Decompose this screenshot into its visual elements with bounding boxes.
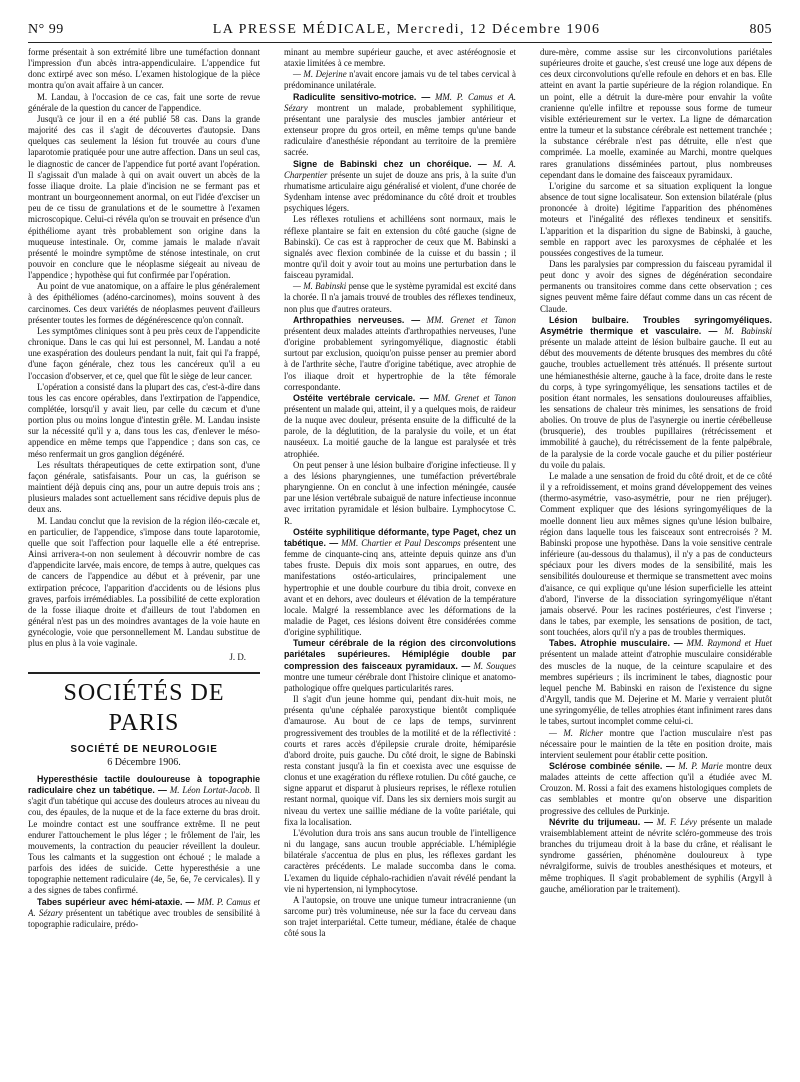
society-name: SOCIÉTÉ DE NEUROLOGIE (70, 743, 218, 755)
article-heading: Sclérose combinée sénile. — (549, 761, 675, 771)
article-authors: MM. Raymond et Huet (686, 638, 772, 649)
article-authors: M. Souques (473, 660, 516, 671)
article-authors: M. Léon Lortat-Jacob. (169, 785, 252, 796)
article-text: n'avait encore jamais vu de tel tabes cervical à prédominance unilatérale. (284, 69, 516, 91)
paragraph: A l'autopsie, on trouve une unique tumeur intracranienne (un sarcome pur) très volumineuse, née sur la face du cerveau dans son trajet interpariétal. Cette tumeur, médiane, étalée de chaque côté sous la (284, 894, 516, 939)
paragraph: L'opération a consisté dans la plupart des cas, c'est-à-dire dans tous les cas encore opérables, dans l'extirpation de l'appendice, complétée, lorsqu'il y avait lieu, par celle du cæcum et d'une portion plus ou moins longue d'intestin grêle. M. Landau insiste sur la nécessité qu'il y a, dans tous les cas, d'enlever le méso-appendice en même temps que l'appendice ; dans son cas, ce méso renfermait un gros ganglion dégénéré. (28, 381, 260, 459)
article (284, 92, 516, 159)
header-rule (28, 42, 772, 43)
signature: J. D. (229, 652, 246, 663)
article-authors: M. A. Charpentier (284, 158, 516, 180)
paragraph: forme présentait à son extrémité libre une tuméfaction donnant l'impression d'un abcès intra-appendiculaire. L'appendice fut donc extirpé avec son méso. L'examen histologique de la pièce montra qu'on avait affaire à un cancer. (28, 47, 260, 91)
paragraph (284, 281, 516, 314)
session-date: 6 Décembre 1906. (107, 756, 181, 768)
paragraph: minant au membre supérieur gauche, et avec astéréognosie et ataxie limitées à ce membre. (284, 47, 516, 69)
paragraph: M. Landau conclut que la revision de la région iléo-cæcale et, en particulier, de l'appendice, s'impose dans toute laparotomie, quelle que soit l'affection pour laquelle elle a été entreprise. Ainsi arrivera-t-on non seulement à découvrir nombre de cas d'appendicite larvée, mais encore, de temps à autre, quelques cas de cancers de l'appendice au début et à prévenir, par une extirpation précoce, l'apparition d'accidents ou de lésions plus graves, parfois irrémédiables. La possibilité de cette exploration de la fosse iliaque droite et d'ailleurs de tout l'abdomen en général n'est pas un des moindres avantages de la voie haute en gynécologie, voie que personnellement M. Landau substitue de plus en plus à la voie vaginale. (28, 515, 260, 649)
issue-number: N° 99 (28, 22, 64, 37)
article-heading: Radiculite sensitivo-motrice. — (293, 91, 431, 102)
article-heading: Signe de Babinski chez un choréique. — (293, 158, 487, 169)
article-text: montre que l'action musculaire n'est pas nécessaire pour le maintien de la tête en position droite, mais intervient seulement pour établir cette position. (540, 727, 772, 760)
article-text: montre une tumeur cérébrale dont l'histoire clinique et anatomo-pathologique offre quelques particularités rares. (284, 671, 516, 693)
article-authors: MM. Chartier et Paul Descomps (341, 537, 461, 548)
section-title: SOCIÉTÉS DE PARIS (63, 679, 225, 736)
page-header (28, 22, 772, 40)
article-text: montrent un malade, probablement syphilitique, présentant une paralysie des muscles jambier antérieur et extenseur propre du gros orteil, en même temps qu'une bande radiculaire d'anesthésie répondant au territoire de la première sacrée. (284, 102, 516, 158)
article-text: pense que le système pyramidal est excité dans la chorée. Il n'a jamais trouvé de troubles des réflexes tendineux, non plus que d'autres orateurs. (284, 281, 516, 314)
article-heading: Névrite du trijumeau. — (549, 816, 653, 827)
article-authors: — M. Dejerine (293, 69, 347, 80)
article-authors: MM. Grenet et Tanon (426, 314, 516, 325)
paragraph: L'origine du sarcome et sa situation expliquent la longue absence de tout signe localisateur. Son extension bilatérale (plus prononcée à droite) légitime l'apparition des phénomènes moteurs et l'inégalité des réflexes tendineux et sensitifs. L'apparition et la disparition du signe de Babinski, à gauche, semble en rapport avec les paroxysmes de céphalée et les poussées congestives de la tumeur. (540, 180, 772, 258)
paragraph: Au point de vue anatomique, on a affaire le plus généralement à des épithéliomes (adéno-carcinomes), moins souvent à des carcinomes. Ces deux variétés de néoplasmes peuvent d'ailleurs présenter toutes les formes de dégénérescence qu'on connaît. (28, 281, 260, 325)
columns (28, 47, 772, 1074)
article (284, 527, 516, 639)
article-authors: M. Babinski (724, 325, 772, 336)
paragraph: dure-mère, comme assise sur les circonvolutions pariétales supérieures droite et gauche, s'est creusé une loge aux dépens de ces deux circonvolutions qu'elle refoule en dehors et en bas. Elle atteint en avant la partie supérieure de la région rolandique. En un point, elle a détruit la dure-mère pour envahir la voûte cranienne qu'elle infiltre et repousse sous forme de tumeur visible extérieurement sur le vertex. La ligne de démarcation entre la tumeur et la substance cérébrale est nettement tranchée ; la substance cérébrale n'est pas détruite, elle n'est que comprimée. La moelle, examinée au Marchi, montre quelques rares granulations disséminées partout, plus nombreuses cependant dans le domaine des faisceaux pyramidaux. (540, 47, 772, 180)
article-authors: M. F. Lévy (656, 816, 697, 827)
paragraph: M. Landau, à l'occasion de ce cas, fait une sorte de revue générale de la question du cancer de l'appendice. (28, 91, 260, 113)
article-text: montre deux malades atteints de cette affection qu'il a étudiée avec M. Crouzon. M. Rossi a fait des examens histologiques complets de cas semblables et montre qu'on observe une disparition progressive des cellules de Purkinje. (540, 761, 772, 816)
article-heading: Ostéite vertébrale cervicale. — (293, 392, 429, 403)
article-authors: MM. P. Camus et A. Sézary (28, 896, 260, 918)
article-heading: Ostéite syphilitique déformante, type Paget, chez un tabétique. — (284, 526, 516, 548)
paragraph (540, 728, 772, 761)
article (28, 774, 260, 897)
column-3 (540, 47, 772, 1074)
article (284, 159, 516, 215)
paragraph: On peut penser à une lésion bulbaire d'origine infectieuse. Il y a des lésions pharyngiennes, une tuméfaction prévertébrale pharyngienne. On en conclut à une infection méningée, causée par une lésion vertébrale subaiguë de nature infectieuse inconnue avec irritation pyramidale et lésion bulbaire. Lymphocytose C. R. (284, 459, 516, 526)
column-1 (28, 47, 260, 1074)
article (540, 761, 772, 817)
paragraph: L'évolution dura trois ans sans aucun trouble de l'intelligence ni du langage, sans aucun trouble appréciable. L'hémiplégie bilatérale s'accentua de plus en plus, les réflexes gardant les caractères précédents. Le malade succomba dans le coma. L'examen du liquide céphalo-rachidien n'avait révélé pendant la vie ni hypertension, ni lymphocytose. (284, 827, 516, 894)
paragraph (284, 69, 516, 91)
article-heading: Tabes. Atrophie musculaire. — (549, 638, 683, 649)
paragraph: Le malade a une sensation de froid du côté droit, et de ce côté il y a refroidissement, et moins grand développement des veines (thermo-asymétrie, vaso-asymétrie, pour ne rien préjuger). Comment expliquer que des lésions syringomyéliques de la moelle donnent lieu aux mêmes signes qu'une lésion bulbaire, région dans laquelle tous les faisceaux sont entrecroisés ? M. Babinski propose une hypothèse. Dans la voie sensitive centrale inférieure (au-dessous du thalamus), il n'y a pas de conducteurs spéciaux pour les divers modes de la sensibilité, mais les sensibilités douloureuse et thermique se transmettent avec moins d'aisance, ce qui explique qu'une lésion superficielle les atteint d'abord, l'inverse de la dissociation syringomyélique n'étant jamais observé. Pour les racines postérieures, c'est l'inverse ; dans le tabes, par exemple, les sensations de position, de tact, sont touchées, alors qu'il n'y a pas de troubles thermiques. (540, 470, 772, 638)
article-heading: Tabes supérieur avec hémi-ataxie. — (37, 896, 195, 907)
article-text: présente un malade atteint de lésion bulbaire gauche. Il eut au début des mouvements de détente brusques des membres du côté gauche, troubles actuellement très atténués. Il présente surtout une hémianesthésie alterne, gauche à la face, droite dans le reste du corps, à type syringomyélique, les sensations tactiles et de position étant normales, les sensations douloureuses affaiblies, les sensations de chaleur très minimes, les sensations de froid abolies. On trouve de plus de l'asynergie ou inertie cérébelleuse (brusquerie), des troubles pupillaires (rétrécissement et immobilité à gauche), du rétrécissement de la fente palpébrale, de la paralysie de la corde vocale gauche et du pilier postérieur du voile du palais. (540, 337, 772, 470)
article-heading: Lésion bulbaire. Troubles syringomyéliques. Asymétrie thermique et vasculaire. — (540, 314, 772, 336)
article-text: présentent deux malades atteints d'arthropathies nerveuses, l'une d'origine probablement syringomyélique, diagnostic établi surtout par exclusion, quoiqu'on puisse penser au premier abord à de l'arthrite sèche, l'autre d'origine tabétique, avec atrophie de l'os iliaque droit et hypertrophie de la tête fémorale correspondante. (284, 325, 516, 392)
article-heading: Arthropathies nerveuses. — (293, 314, 421, 325)
journal-title: LA PRESSE MÉDICALE, Mercredi, 12 Décembre 1906 (212, 22, 601, 37)
article-text: présentent un tabétique avec troubles de sensibilité à topographie radiculaire, prédo- (28, 907, 260, 929)
article (284, 638, 516, 694)
paragraph: Jusqu'à ce jour il en a été publié 58 cas. Dans la grande majorité des cas il s'agit de découvertes d'autopsie. Dans quelques cas seulement la lésion fut trouvée au cours d'une laparotomie pratiquée pour une autre affection. Dans un seul cas, le diagnostic de cancer de l'appendice fut porté avant l'opération. Il s'agissait d'un malade à qui on avait ouvert un abcès de la fosse iliaque droite. La plaie d'incision ne se fermant pas et montrant un bourgeonnement anormal, on eut l'idée d'exciser un peu de ce tissu de granulations et de le soumettre à l'examen microscopique. Celui-ci révéla qu'on se trouvait en présence d'un épithéliome ayant très probablement son origine dans la muqueuse intestinale. Or, comme jamais le malade n'avait présenté le moindre symptôme de sténose intestinale, on crut pouvoir en conclure que le néoplasme siégeait au niveau de l'appendice ; hypothèse qui fut confirmée par l'opération. (28, 113, 260, 281)
paragraph: Les réflexes rotuliens et achilléens sont normaux, mais le réflexe plantaire se fait en extension du côté gauche (signe de Babinski). Ce cas est à rapprocher de ceux que M. Babinski a signalés avec flexion combinée de la cuisse et du bassin ; il montre qu'il doit y avoir tout au moins une perturbation dans le faisceau pyramidal. (284, 214, 516, 281)
article-authors: MM. Grenet et Tanon (433, 392, 516, 403)
article (284, 393, 516, 460)
paragraph: Dans les paralysies par compression du faisceau pyramidal il peut donc y avoir des signes de dégénération secondaire permanents ou transitoires comme dans cette observation ; ces signes peuvent même faire défaut comme dans un cas récent de Claude. (540, 258, 772, 314)
article (540, 817, 772, 895)
article-heading: Hyperesthésie tactile douloureuse à topographie radiculaire chez un tabétique. — (28, 773, 260, 796)
article-text: présentent une femme de cinquante-cinq ans, atteinte depuis quinze ans d'un tabes fruste. Depuis dix mois sont apparues, en outre, des manifestations ostéo-articulaires, principalement une hypertrophie et une double courbure du tibia droit, convexe en avant et en dehors, avec douleurs et élévation de la température locale. Malgré la ressemblance avec les déformations de la maladie de Paget, ces lésions doivent être considérées comme d'origine syphilitique. (284, 537, 516, 638)
section-separator (28, 672, 260, 674)
article-heading: Tumeur cérébrale de la région des circonvolutions pariétales supérieures. Hémiplégie double par compression des faisceaux pyramidaux. — (284, 638, 516, 671)
article-text: présentent un malade atteint d'atrophie musculaire considérable des muscles de la nuque, de la ceinture scapulaire et des membres supérieurs ; ils incriminent le tabes, diagnostic pour lequel penche M. Babinski en raison de l'existence du signe d'Argyll, tandis que M. Dejerine et M. Marie y verraient plutôt une syringomyélie, de telles atrophies étant infiniment rares dans le tabes, surtout incomplet comme celui-ci. (540, 649, 772, 727)
article-text: présentent un malade qui, atteint, il y a quelques mois, de raideur de la nuque avec douleur, présenta ensuite de la difficulté de la parole, de la déglutition, de la paralysie du voile, et un état nauséeux. La moitié gauche de la langue est paralysée et très atrophiée. (284, 404, 516, 459)
article (540, 638, 772, 727)
article-authors: — M. Babinski (293, 281, 347, 292)
article (28, 897, 260, 930)
article-text: présente un malade vraisemblablement atteint de névrite scléro-gommeuse des trois branches du trijumeau droit à la base du crâne, et réalisant le syndrome gassérien, phénomène douloureux à type névralgiforme, suivis de troubles anesthésiques et moteurs, et même trophiques. Il s'agit probablement de syphilis (Argyll à gauche, amélioration par le traitement). (540, 816, 772, 894)
article-text: présente un sujet de douze ans pris, à la suite d'un rhumatisme articulaire aigu généralisé et violent, d'une chorée de Sydenham intense avec prédominance du côté droit et troubles psychiques légers. (284, 169, 516, 214)
paragraph: Il s'agit d'un jeune homme qui, pendant dix-huit mois, ne présenta qu'une céphalée paroxystique bientôt compliquée d'amaurose. Au bout de ce laps de temps, survinrent progressivement des troubles de la motilité et de la réflectivité : courts et rares accès d'épilepsie crurale droite, hémiparésie d'abord droite, puis gauche. Du côté droit, le signe de Babinski resta constant jusqu'à la fin et coexista avec une esquisse de clonus et une exagération du réflexe rotulien. Du côté gauche, ce signe apparut et disparut à plusieurs reprises, le réflexe rotulien restant normal, quoique vif. Dans les six derniers mois surgit au niveau du vertex une saillie médiane de la voûte pariétale, qui fixa la localisation. (284, 694, 516, 827)
column-2 (284, 47, 516, 1074)
article-authors: MM. P. Camus et A. Sézary (284, 91, 516, 113)
article (284, 315, 516, 393)
paragraph: Les résultats thérapeutiques de cette extirpation sont, d'une façon générale, satisfaisants. Pour un cas, la guérison se maintient déjà depuis cinq ans, pour un autre depuis trois ans ; plusieurs malades sont actuellement sans récidive depuis plus de deux ans. (28, 459, 260, 515)
article-authors: — M. Richer (549, 727, 604, 738)
article (540, 315, 772, 471)
paragraph: Les symptômes cliniques sont à peu près ceux de l'appendicite chronique. Dans le cas qui lui est personnel, M. Landau a noté une exaspération des douleurs pendant la nuit, fait qui l'a frappé, d'une façon générale, chez tous les cancéreux qu'il a eu l'occasion d'observer, et ce, quel que fût le siège de leur cancer. (28, 325, 260, 381)
page-number: 805 (749, 22, 772, 37)
article-text: Il s'agit d'un tabétique qui accuse des douleurs atroces au niveau du cou, des épaules, de la nuque et de la face externe du bras droit. Le moindre contact est une souffrance extrême. Il ne peut endurer l'attouchement le plus léger ; le frôlement de l'air, les mouvements, la contraction du peaucier réveillent la douleur. Tous les calmants et la suggestion ont échoué ; le malade a parfois des idées de suicide. Cette hyperesthésie a une topographie nettement radiculaire (4e, 5e, 6e, 7e cervicales). Il y a des signes de tabes confirmé. (28, 785, 260, 896)
article-authors: M. P. Marie (678, 761, 723, 771)
